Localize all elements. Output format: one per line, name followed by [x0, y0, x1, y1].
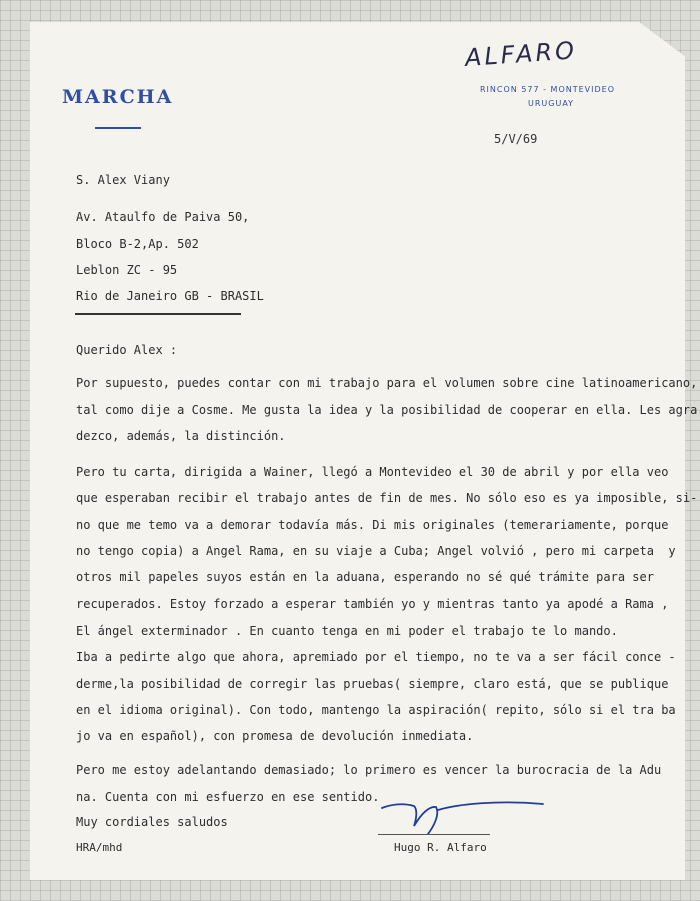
letterhead-masthead: MARCHA: [62, 86, 174, 108]
body-line: Pero tu carta, dirigida a Wainer, llegó a Montevideo el 30 de abril y por ella veo: [76, 465, 669, 479]
body-line: recuperados. Estoy forzado a esperar también yo y mientras tanto ya apodé a Rama ,: [76, 597, 669, 611]
body-line: que esperaban recibir el trabajo antes de fin de mes. No sólo eso es ya imposible, si-: [76, 491, 698, 505]
letter-date: 5/V/69: [494, 132, 538, 146]
body-line: Por supuesto, puedes contar con mi trabajo para el volumen sobre cine latinoamericano,: [76, 376, 698, 390]
typist-initials: HRA/mhd: [76, 841, 123, 854]
recipient-city: Rio de Janeiro GB - BRASIL: [76, 289, 264, 303]
body-line: dezco, además, la distinción.: [76, 429, 286, 443]
letterhead-country: URUGUAY: [528, 99, 575, 108]
masthead-rule: [95, 127, 141, 129]
body-line: Iba a pedirte algo que ahora, apremiado por el tiempo, no te va a ser fácil conce -: [76, 650, 676, 664]
letter-sheet: [30, 22, 685, 880]
letterhead-address: RINCON 577 - MONTEVIDEO: [480, 85, 616, 94]
body-line: no que me temo va a demorar todavía más. Di mis originales (temerariamente, porque: [76, 518, 669, 532]
handwritten-name: ALFARO: [464, 36, 578, 72]
body-line: Pero me estoy adelantando demasiado; lo primero es vencer la burocracia de la Adu: [76, 763, 662, 777]
recipient-block: Bloco B-2,Ap. 502: [76, 237, 199, 251]
recipient-name: S. Alex Viany: [76, 173, 170, 187]
address-rule: [75, 313, 241, 315]
recipient-street: Av. Ataulfo de Paiva 50,: [76, 210, 250, 224]
signature-line: [378, 834, 490, 835]
recipient-district: Leblon ZC - 95: [76, 263, 178, 277]
body-line: tal como dije a Cosme. Me gusta la idea y la posibilidad de cooperar en ella. Les agra: [76, 403, 698, 417]
body-line: otros mil papeles suyos están en la aduana, esperando no sé qué trámite para ser: [76, 570, 654, 584]
body-line: derme,la posibilidad de corregir las pruebas( siempre, claro está, que se publique: [76, 677, 669, 691]
body-line: no tengo copia) a Angel Rama, en su viaje a Cuba; Angel volvió , pero mi carpeta y: [76, 544, 676, 558]
signature: [378, 790, 548, 840]
body-line: na. Cuenta con mi esfuerzo en ese sentido.: [76, 790, 380, 804]
greeting: Querido Alex :: [76, 343, 178, 357]
body-line: en el idioma original). Con todo, mantengo la aspiración( repito, sólo si el tra ba: [76, 703, 676, 717]
body-line: jo va en español), con promesa de devolución inmediata.: [76, 729, 474, 743]
signer-name: Hugo R. Alfaro: [394, 841, 487, 854]
body-line: El ángel exterminador . En cuanto tenga en mi poder el trabajo te lo mando.: [76, 624, 618, 638]
closing: Muy cordiales saludos: [76, 815, 228, 829]
